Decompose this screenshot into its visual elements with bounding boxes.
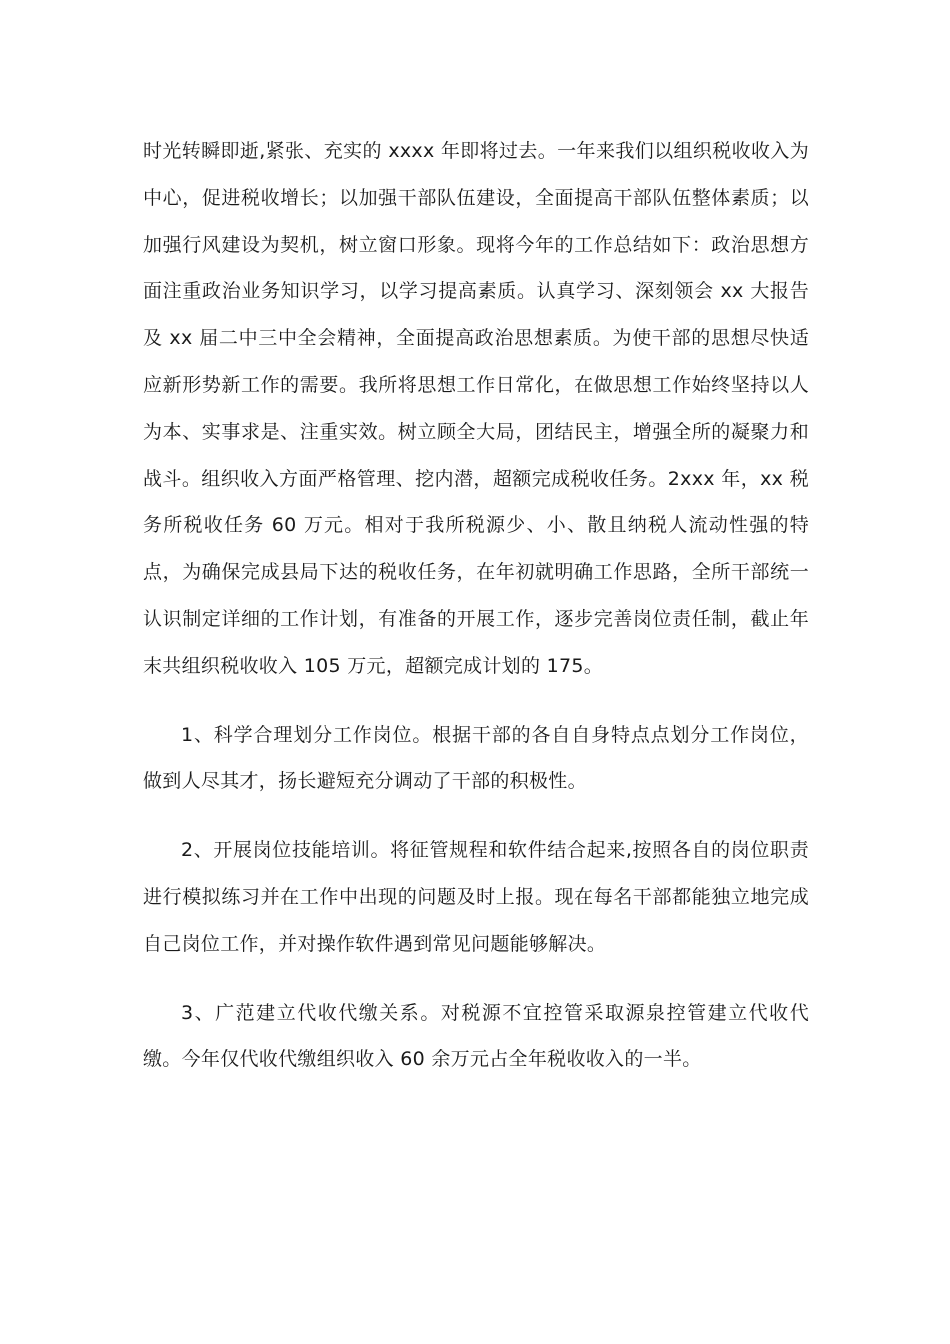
item-3-paragraph: 3、广范建立代收代缴关系。对税源不宜控管采取源泉控管建立代收代缴。今年仅代收代缴组织收入 60 余万元占全年税收收入的一半。 xyxy=(143,1001,809,1071)
item-2-paragraph: 2、开展岗位技能培训。将征管规程和软件结合起来,按照各自的岗位职责进行模拟练习并在工作中出现的问题及时上报。现在每名干部都能独立地完成自己岗位工作，并对操作软件遇到常见问题能够解决。 xyxy=(143,839,809,955)
item-1-paragraph: 1、科学合理划分工作岗位。根据干部的各自自身特点点划分工作岗位，做到人尽其才，扬长避短充分调动了干部的积极性。 xyxy=(143,723,809,793)
intro-paragraph: 时光转瞬即逝,紧张、充实的 xxxx 年即将过去。一年来我们以组织税收收入为中心，促进税收增长；以加强干部队伍建设，全面提高干部队伍整体素质；以加强行风建设为契机，树立窗口形象。现将今年的工作总结如下：政治思想方面注重政治业务知识学习，以学习提高素质。认真学习、深刻领会 xx 大报告及 xx 届二中三中全会精神，全面提高政治思想素质。为使干部的思想尽快适应新形势新工作的需要。我所将思想工作日常化，在做思想工作始终坚持以人为本、实事求是、注重实效。树立顾全大局，团结民主，增强全所的凝聚力和战斗。组织收入方面严格管理、挖内潜，超额完成税收任务。2xxx 年，xx 税务所税收任务 60 万元。相对于我所税源少、小、散且纳税人流动性强的特点，为确保完成县局下达的税收任务，在年初就明确工作思路，全所干部统一认识制定详细的工作计划，有准备的开展工作，逐步完善岗位责任制，截止年末共组织税收收入 105 万元，超额完成计划的 175。 xyxy=(143,140,809,677)
document-body xyxy=(143,128,809,1083)
